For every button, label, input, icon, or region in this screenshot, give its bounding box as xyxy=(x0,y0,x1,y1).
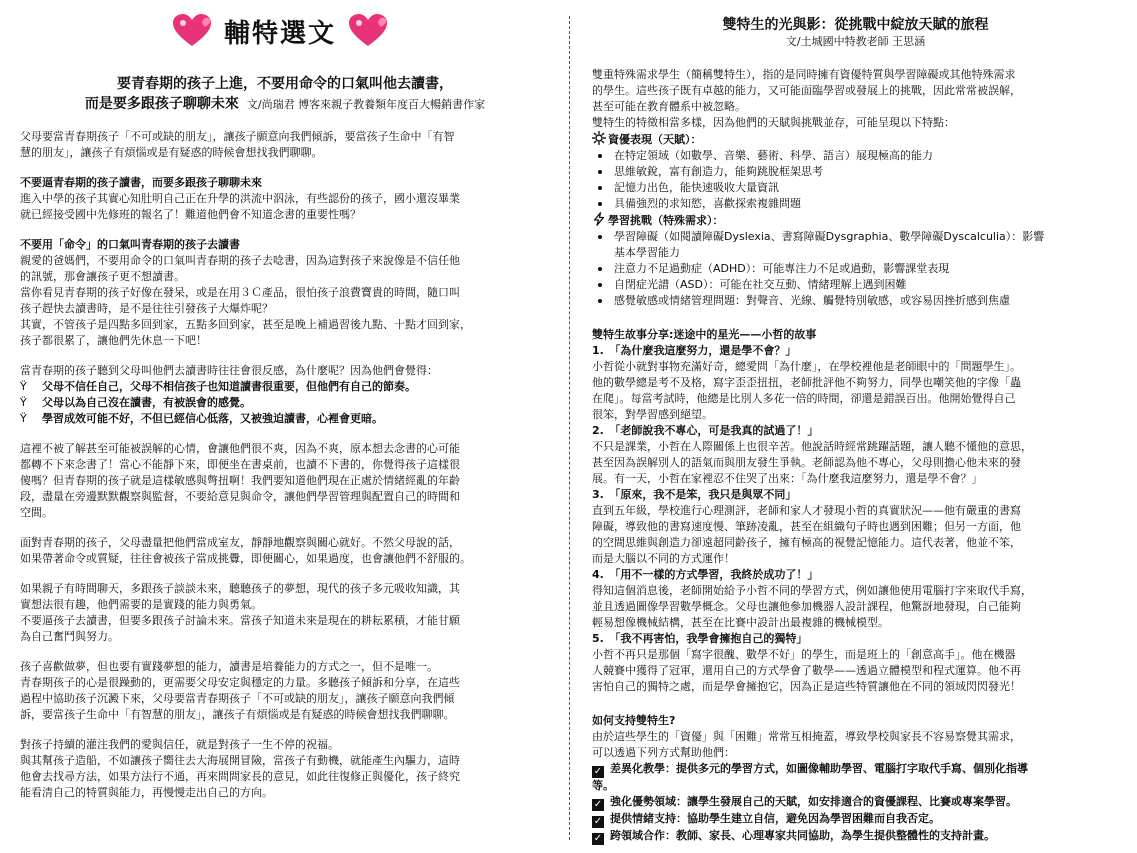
story-heading: 4. 「用不一樣的方式學習，我終於成功了！」 xyxy=(592,568,819,581)
list-item: 自閉症光譜（ASD）：可能在社交互動、情緒理解上遇到困難 xyxy=(592,277,1119,293)
section-heading: 不要逼青春期的孩子讀書，而要多跟孩子聊聊未來 xyxy=(20,176,262,189)
text-line: 如果親子有時間聊天，多跟孩子談談未來，聽聽孩子的夢想，現代的孩子多元吸收知識，其 xyxy=(20,582,460,595)
support-item-4 xyxy=(592,828,1119,845)
paragraph-8 xyxy=(20,659,550,723)
text-line: 實想法很有趣，他們需要的是實踐的能力與勇氣。 xyxy=(20,598,262,611)
text-line: 孩子都很累了，讓他們先休息一下吧！ xyxy=(20,334,207,347)
article-title-row xyxy=(10,0,550,62)
list-item: 注意力不足過動症（ADHD）：可能專注力不足或過動，影響課堂表現 xyxy=(592,261,1119,277)
text-line: 障礙，導致他的書寫速度慢、筆跡凌亂，甚至在組織句子時也遇到困難；但另一方面，他 xyxy=(592,520,1021,533)
text-line: 並且透過圖像學習數學概念。父母也讓他參加機器人設計課程，他驚訝地發現，自己能夠 xyxy=(592,600,1021,613)
paragraph-6 xyxy=(20,535,550,567)
left-article xyxy=(20,0,550,801)
text-line: 當你看見青春期的孩子好像在發呆，或是在用３Ｃ產品，很怕孩子浪費寶貴的時間，隨口叫 xyxy=(20,286,460,299)
text-line: 為自己奮鬥與努力。 xyxy=(20,630,119,643)
text-line: 這裡不被了解甚至可能被誤解的心情，會讓他們很不爽，因為不爽，原本想去念書的心可能 xyxy=(20,442,460,455)
support-title: 如何支持雙特生? xyxy=(592,714,676,727)
text-line: 他會去找尋方法，如果方法行不通，再來問問家長的意見，如此往復修正與優化，孩子終究 xyxy=(20,770,460,783)
text-line: 孩子喜歡做夢，但也要有實踐夢想的能力，讀書是培養能力的方式之一，但不是唯一。 xyxy=(20,660,438,673)
text-line: 親愛的爸媽們，不要用命令的口氣叫青春期的孩子去唸書，因為這對孩子來說像是不信任他 xyxy=(20,254,460,267)
text-line: 直到五年級，學校進行心理測評，老師和家人才發現小哲的真實狀況——他有嚴重的書寫 xyxy=(592,504,1021,517)
list-item-text: 父母以為自己沒在讀書，有被誤會的感覺。 xyxy=(42,396,251,409)
gifted-title: 資優表現（天賦）： xyxy=(608,133,702,146)
author-byline: 文/土城國中特教老師 王思涵 xyxy=(785,35,926,48)
story-heading: 3. 「原來，我不是笨，我只是與眾不同」 xyxy=(592,488,797,501)
section-heading: 不要用「命令」的口氣叫青春期的孩子去讀書 xyxy=(20,238,240,251)
text-line: 慧的朋友」，讓孩子有煩惱或是有疑惑的時候會想找我們聊聊。 xyxy=(20,146,323,159)
paragraph-4: 當青春期的孩子聽到父母叫他們去讀書時往往會很反感，為什麼呢？因為他們會覺得： xyxy=(20,364,438,377)
list-item-text: 父母不信任自己，父母不相信孩子也知道讀書很重要，但他們有自己的節奏。 xyxy=(42,380,416,393)
article-title: 輔特選文 xyxy=(223,18,336,49)
text-line: 甚至可能在教育體系中被忽略。 xyxy=(592,100,746,113)
story-5 xyxy=(592,631,1119,695)
challenge-list xyxy=(592,229,1119,309)
bullet-mark: Ÿ xyxy=(20,380,27,393)
story-3 xyxy=(592,487,1119,567)
checkbox-icon: ✓ xyxy=(593,799,603,810)
story-4 xyxy=(592,567,1119,631)
text-line: 過程中協助孩子沉澱下來，父母要當青春期孩子「不可或缺的朋友」，讓孩子願意向我們傾 xyxy=(20,692,455,705)
text-line: 孩子趕快去讀書時，是不是往往引發孩子大爆炸呢？ xyxy=(20,302,273,315)
text-line: 等。 xyxy=(592,779,614,792)
intro-paragraph xyxy=(592,67,1119,131)
text-line: 差異化教學：提供多元的學習方式，如圖像輔助學習、電腦打字取代手寫、個別化指導 xyxy=(610,762,1028,775)
bullet-mark: Ÿ xyxy=(20,412,27,425)
heart-icon xyxy=(346,12,390,50)
list-item: 思維敏銳，富有創造力，能夠跳脫框架思考 xyxy=(592,164,1119,180)
list-item xyxy=(20,395,550,411)
bullet-mark: Ÿ xyxy=(20,396,27,409)
text-line: 甚至因為誤解別人的語氣而與朋友發生爭執。老師認為他不專心，父母則擔心他未來的發 xyxy=(592,456,1021,469)
text-line: 傻嗎？但青春期的孩子就是這樣敏感與彆扭啊！我們要知道他們現在正處於情緒經亂的年齡 xyxy=(20,474,460,487)
text-line: 強化優勢領域：讓學生發展自己的天賦，如安排適合的資優課程、比賽或專案學習。 xyxy=(610,795,1017,808)
list-item: 在特定領域（如數學、音樂、藝術、科學、語言）展現極高的能力 xyxy=(592,148,1119,164)
author-byline: 文/尚瑞君 博客來親子教養類年度百大暢銷書作家 xyxy=(246,98,486,111)
text-line: 其實，不管孩子是四點多回到家，五點多回到家，甚至是晚上補過習後九點、十點才回到家， xyxy=(20,318,471,331)
text-line: 如果帶著命令或質疑，往往會被孩子當成挑釁，即便關心，如果過度，也會讓他們不舒服的。 xyxy=(20,552,471,565)
text-line: 就已經接受國中先修班的報名了！難道他們會不知道念書的重要性嗎？ xyxy=(20,208,361,221)
text-line: 訴，要當孩子生命中「有智慧的朋友」，讓孩子有煩惱或是有疑惑的時候會想找我們聊聊。 xyxy=(20,708,455,721)
paragraph-2 xyxy=(20,191,550,223)
challenge-heading xyxy=(592,212,1119,229)
text-line: 的訊號，那會讓孩子更不想讀書。 xyxy=(20,270,185,283)
heart-icon xyxy=(170,12,214,50)
text-line: 青春期孩子的心是很躁動的，更需要父母安定與穩定的力量。多聽孩子傾訴和分享，在這些 xyxy=(20,676,460,689)
support-item-1 xyxy=(592,761,1119,794)
subtitle-line-2: 而是要多跟孩子聊聊未來 xyxy=(84,96,239,112)
star-burst-icon xyxy=(592,131,606,145)
text-line: 的學生。這些孩子既有卓越的能力，又可能面臨學習或發展上的挑戰，因此常常被誤解， xyxy=(592,84,1021,97)
text-line: 對孩子持續的灌注我們的愛與信任，就是對孩子一生不停的祝福。 xyxy=(20,738,339,751)
checkbox-icon: ✓ xyxy=(593,833,603,844)
text-line: 面對青春期的孩子，父母盡量把他們當成室友，靜靜地觀察與關心就好。不然父母說的話， xyxy=(20,536,460,549)
text-line: 害怕自己的獨特之處，而是學會擁抱它，因為正是這些特質讓他在不同的領域閃閃發光！ xyxy=(592,680,1021,693)
text-line: 進入中學的孩子其實心知肚明自己正在升學的洪流中泅泳，有些認份的孩子，國小還沒畢業 xyxy=(20,192,460,205)
paragraph-3 xyxy=(20,253,550,349)
text-line: 跨領域合作：教師、家長、心理專家共同協助，為學生提供整體性的支持計畫。 xyxy=(610,829,995,842)
story-heading: 5. 「我不再害怕，我學會擁抱自己的獨特」 xyxy=(592,632,808,645)
story-heading: 2. 「老師說我不專心，可是我真的試過了！」 xyxy=(592,424,819,437)
list-item xyxy=(592,229,1119,261)
support-item-3 xyxy=(592,811,1119,828)
text-line: 而是大腦以不同的方式運作！ xyxy=(592,552,735,565)
list-item: 具備強烈的求知慾，喜歡探索複雜問題 xyxy=(592,196,1119,212)
text-line: 人競賽中獲得了冠軍，還用自己的方式學會了數學——透過立體模型和程式運算。他不再 xyxy=(592,664,1021,677)
text-line: 雙特生的特徵相當多樣，因為他們的天賦與挑戰並存，可能呈現以下特點： xyxy=(592,116,955,129)
subtitle-line-1: 要青春期的孩子上進，不要用命令的口氣叫他去讀書， xyxy=(117,76,453,92)
text-line: 不只是課業，小哲在人際關係上也很辛苦。他說話時經常跳躍話題，讓人聽不懂他的意思， xyxy=(592,440,1032,453)
lightning-icon xyxy=(592,212,606,226)
text-line: 得知這個消息後，老師開始給予小哲不同的學習方式，例如讓他使用電腦打字來取代手寫， xyxy=(592,584,1032,597)
checkbox-icon: ✓ xyxy=(593,766,603,777)
story-2 xyxy=(592,423,1119,487)
text-line: 小哲從小就對事物充滿好奇，總愛問「為什麼」，在學校裡他是老師眼中的「問題學生」。 xyxy=(592,360,1021,373)
text-line: 輕易想像機械結構，甚至在比賽中設計出最複雜的機械模型。 xyxy=(592,616,889,629)
challenge-title: 學習挑戰（特殊需求）： xyxy=(608,214,724,227)
paragraph-1 xyxy=(20,129,550,161)
text-line: 不要逼孩子去讀書，但要多跟孩子討論未來。當孩子知道未來是現在的耕耘累積，才能甘願 xyxy=(20,614,460,627)
list-item xyxy=(20,411,550,427)
text-line: 段，盡量在旁邊默默觀察與監督，不要給意見與命令，讓他們學習管理與配置自己的時間和 xyxy=(20,490,460,503)
text-line: 能看清自己的特質與能力，再慢慢走出自己的方向。 xyxy=(20,786,273,799)
story-1 xyxy=(592,343,1119,423)
article-subtitle xyxy=(20,74,550,115)
paragraph-5 xyxy=(20,441,550,521)
article-title: 雙特生的光與影：從挑戰中綻放天賦的旅程 xyxy=(722,17,989,33)
text-line: 很笨，對學習感到絕望。 xyxy=(592,408,713,421)
checkbox-icon: ✓ xyxy=(593,816,603,827)
text-line: 雙重特殊需求學生（簡稱雙特生），指的是同時擁有資優特質與學習障礙或其他特殊需求 xyxy=(592,68,1016,81)
feelings-list xyxy=(20,379,550,427)
text-line: 都轉不下來念書了！當心不能靜下來，即便坐在書桌前，也讀不下書的，你覺得孩子這樣很 xyxy=(20,458,460,471)
list-item-text: 學習成效可能不好，不但已經信心低落，又被強迫讀書，心裡會更暗。 xyxy=(42,412,383,425)
story-heading: 1. 「為什麼我這麼努力，還是學不會？」 xyxy=(592,344,797,357)
support-item-2 xyxy=(592,794,1119,811)
text-line: 學習障礙（如閱讀障礙Dyslexia、書寫障礙Dysgraphia、數學障礙Dyscalculia）：影響 xyxy=(614,230,1045,243)
list-item: 感覺敏感或情緒管理問題：對聲音、光線、觸覺特別敏感，或容易因挫折感到焦慮 xyxy=(592,293,1119,309)
gifted-heading xyxy=(592,131,1119,148)
text-line: 提供情緒支持：協助學生建立自信，避免因為學習困難而自我否定。 xyxy=(610,812,940,825)
text-line: 在爬」。每當考試時，他總是比別人多花一倍的時間，卻還是錯誤百出。他開始覺得自己 xyxy=(592,392,1016,405)
list-item: 記憶力出色，能快速吸收大量資訊 xyxy=(592,180,1119,196)
text-line: 可以透過下列方式幫助他們： xyxy=(592,746,735,759)
text-line: 他的數學總是考不及格，寫字歪歪扭扭，老師批評他不夠努力，同學也嘲笑他的字像「蟲 xyxy=(592,376,1021,389)
text-line: 基本學習能力 xyxy=(614,246,680,259)
story-section-title: 雙特生故事分享:迷途中的星光——小哲的故事 xyxy=(592,328,817,341)
column-divider xyxy=(569,16,570,840)
text-line: 與其幫孩子造船，不如讓孩子嚮往去大海展開冒險，當孩子有動機，就能產生內驅力，這時 xyxy=(20,754,460,767)
text-line: 小哲不再只是那個「寫字很醜、數學不好」的學生，而是班上的「創意高手」。他在機器 xyxy=(592,648,1016,661)
text-line: 展。有一天，小哲在家裡忍不住哭了出來：「為什麼我這麼努力，還是學不會？」 xyxy=(592,472,983,485)
list-item xyxy=(20,379,550,395)
paragraph-7 xyxy=(20,581,550,645)
right-article xyxy=(592,0,1119,845)
text-line: 由於這些學生的「資優」與「困難」常常互相掩蓋，導致學校與家長不容易察覺其需求， xyxy=(592,730,1021,743)
text-line: 父母要當青春期孩子「不可或缺的朋友」，讓孩子願意向我們傾訴，要當孩子生命中「有智 xyxy=(20,130,455,143)
text-line: 空間。 xyxy=(20,506,53,519)
text-line: 的空間思維與創造力卻遠超同齡孩子，擁有極高的視覺記憶能力。這代表著，他並不笨， xyxy=(592,536,1021,549)
paragraph-9 xyxy=(20,737,550,801)
gifted-list xyxy=(592,148,1119,212)
